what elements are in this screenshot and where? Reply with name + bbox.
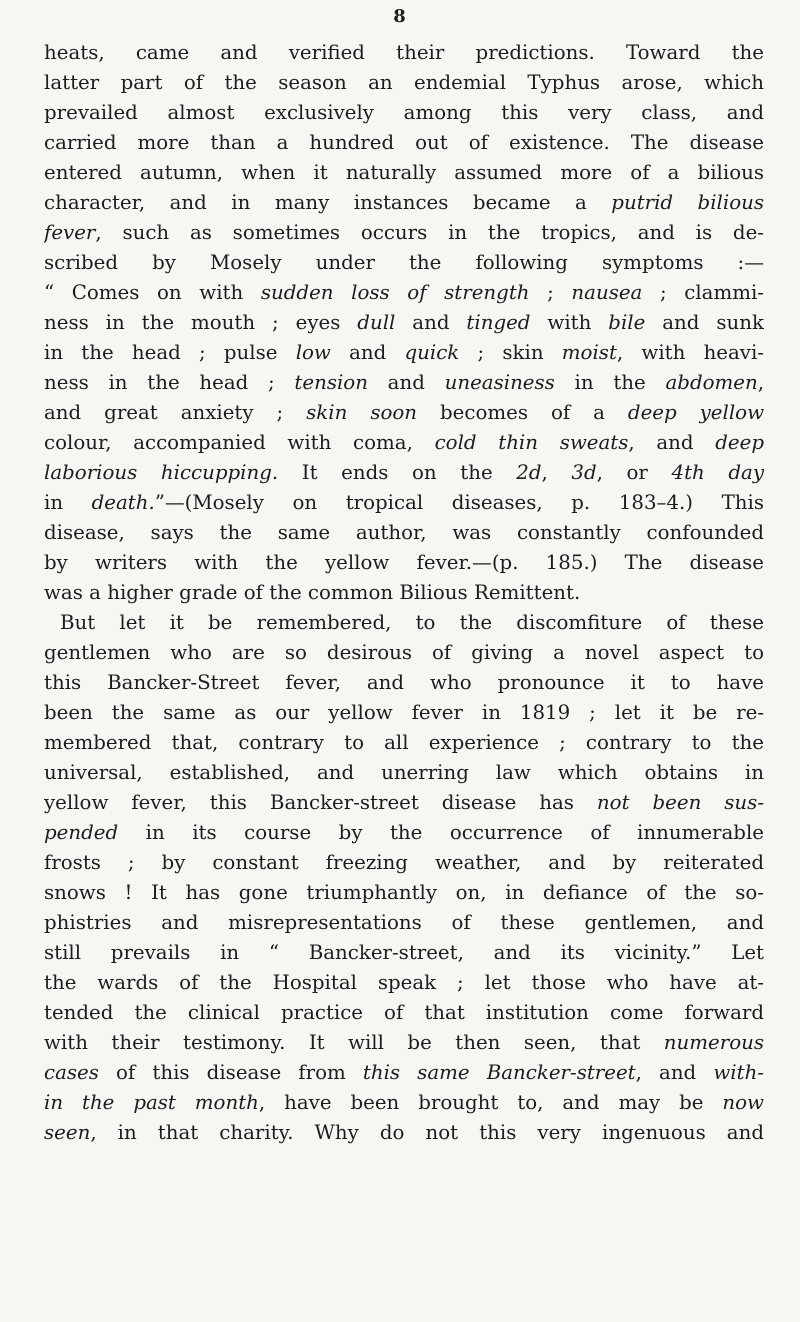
text-line: “ Comes on with sudden loss of strength ; nausea ; clammi- [44, 281, 764, 304]
body-text [44, 38, 764, 1148]
page-number: 8 [393, 6, 407, 27]
text-line: fever, such as sometimes occurs in the tropics, and is de- [44, 221, 764, 244]
text-line: and great anxiety ; skin soon becomes of a deep yellow [44, 401, 764, 424]
text-line: by writers with the yellow fever.—(p. 185.) The disease [44, 551, 764, 574]
text-line: latter part of the season an endemial Typhus arose, which [44, 71, 764, 94]
text-line: in the past month, have been brought to, and may be now [44, 1091, 764, 1114]
text-line: tended the clinical practice of that institution come forward [44, 1001, 764, 1024]
text-line: carried more than a hundred out of existence. The disease [44, 131, 764, 154]
text-line: laborious hiccupping. It ends on the 2d, 3d, or 4th day [44, 461, 764, 484]
text-line: colour, accompanied with coma, cold thin sweats, and deep [44, 431, 764, 454]
text-line: in the head ; pulse low and quick ; skin moist, with heavi- [44, 341, 764, 364]
text-line: seen, in that charity. Why do not this very ingenuous and [44, 1121, 764, 1144]
text-line: character, and in many instances became a putrid bilious [44, 191, 764, 214]
text-line: scribed by Mosely under the following symptoms :— [44, 251, 764, 274]
text-line: been the same as our yellow fever in 1819 ; let it be re- [44, 701, 764, 724]
text-line: But let it be remembered, to the discomfiture of these [60, 611, 764, 634]
text-line: cases of this disease from this same Bancker-street, and with- [44, 1061, 764, 1084]
text-line: heats, came and verified their predictions. Toward the [44, 41, 764, 64]
text-line: universal, established, and unerring law which obtains in [44, 761, 764, 784]
text-line: ness in the head ; tension and uneasiness in the abdomen, [44, 371, 764, 394]
text-line: ness in the mouth ; eyes dull and tinged with bile and sunk [44, 311, 764, 334]
text-line: with their testimony. It will be then seen, that numerous [44, 1031, 764, 1054]
text-line: pended in its course by the occurrence of innumerable [44, 821, 764, 844]
text-line: gentlemen who are so desirous of giving a novel aspect to [44, 641, 764, 664]
text-line: frosts ; by constant freezing weather, and by reiterated [44, 851, 764, 874]
text-line: disease, says the same author, was constantly confounded [44, 521, 764, 544]
text-line: yellow fever, this Bancker-street disease has not been sus- [44, 791, 764, 814]
text-line: this Bancker-Street fever, and who pronounce it to have [44, 671, 764, 694]
text-line: phistries and misrepresentations of these gentlemen, and [44, 911, 764, 934]
text-line: entered autumn, when it naturally assumed more of a bilious [44, 161, 764, 184]
text-line: was a higher grade of the common Bilious Remittent. [44, 581, 581, 604]
text-line: still prevails in “ Bancker-street, and its vicinity.” Let [44, 941, 764, 964]
text-line: the wards of the Hospital speak ; let those who have at- [44, 971, 764, 994]
text-line: snows ! It has gone triumphantly on, in defiance of the so- [44, 881, 764, 904]
text-line: in death.”—(Mosely on tropical diseases, p. 183–4.) This [44, 491, 764, 514]
text-line: prevailed almost exclusively among this very class, and [44, 101, 764, 124]
text-line: membered that, contrary to all experience ; contrary to the [44, 731, 764, 754]
